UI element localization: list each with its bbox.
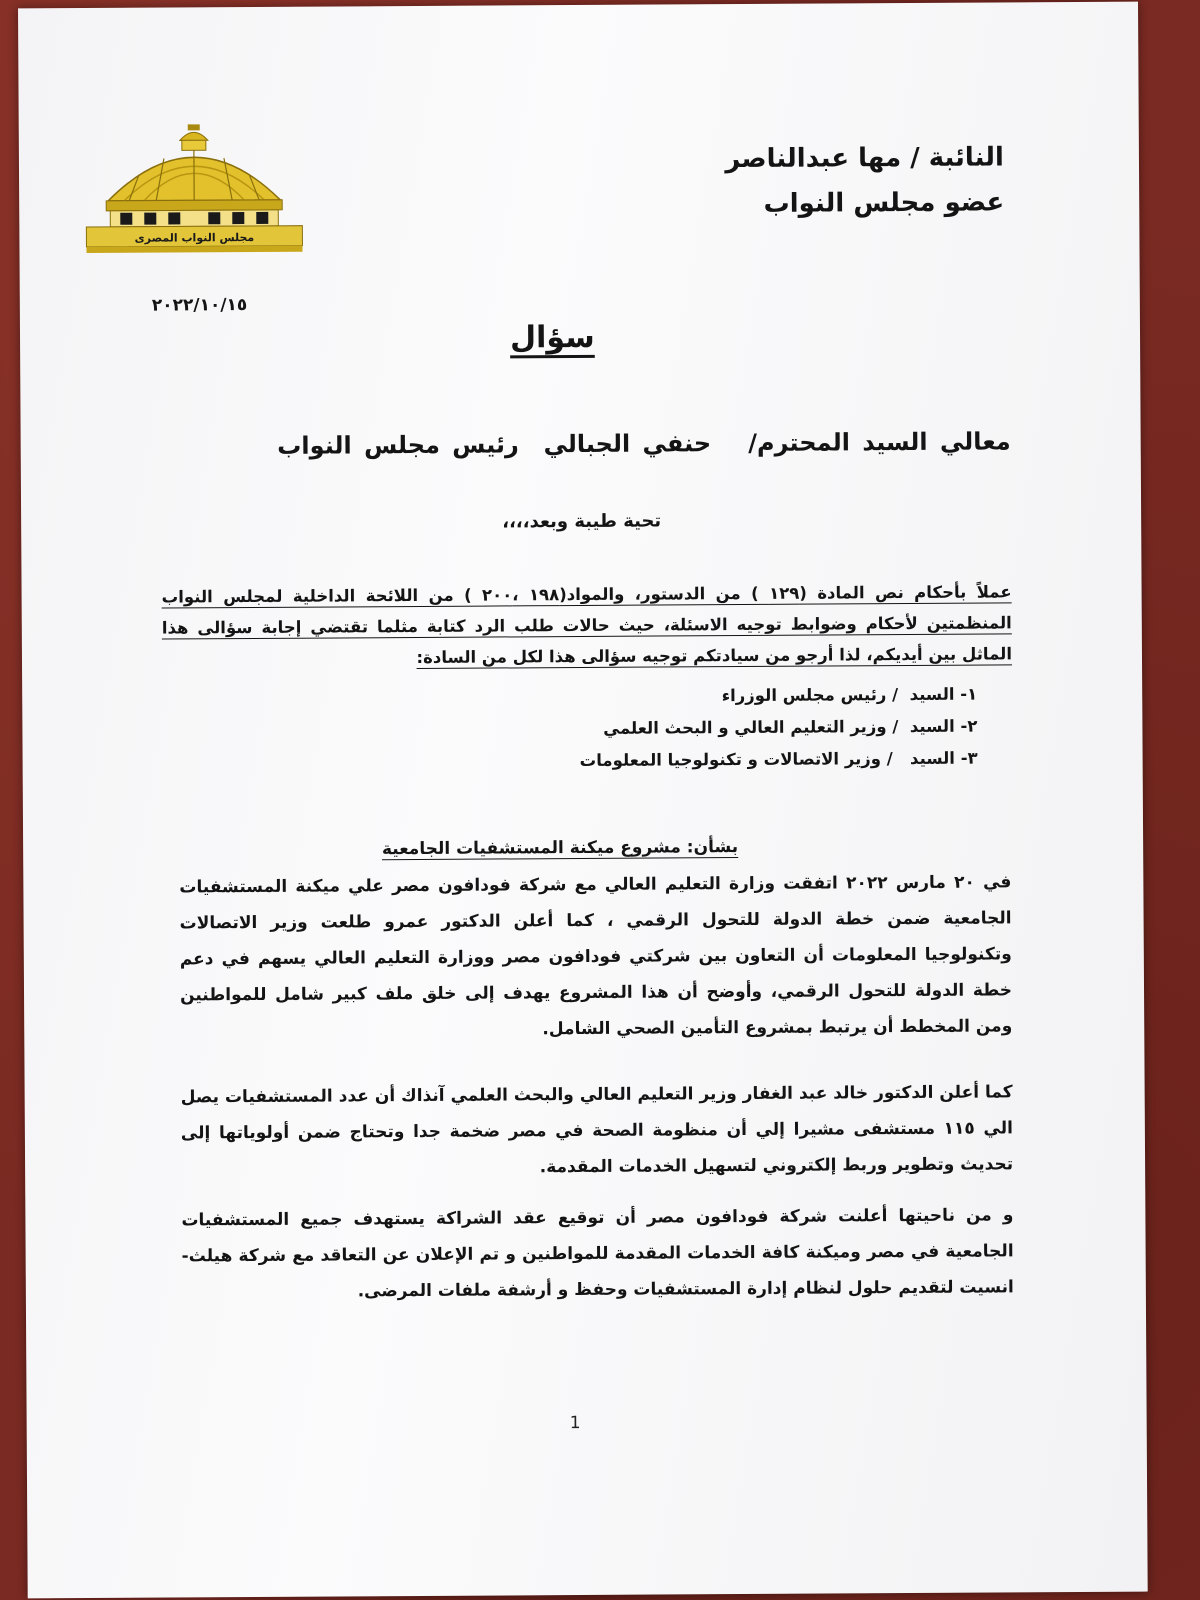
recipients-list [377, 679, 978, 779]
recipient-item: ٣- السيد / وزير الاتصالات و تكنولوجيا المعلومات [579, 748, 978, 771]
document-page [18, 2, 1148, 1599]
parliament-logo [84, 122, 305, 258]
subject-line: بشأن: مشروع ميكنة المستشفيات الجامعية [381, 837, 739, 860]
document-date: ٢٠٢٢/١٠/١٥ [151, 295, 248, 316]
body-paragraph: و من ناحيتها أعلنت شركة فودافون مصر أن توقيع عقد الشراكة يستهدف جميع المستشفيات الجامعية في مصر وميكنة كافة الخدمات المقدمة للمواطنين و تم الإعلان عن التعاقد مع شركة هيلث-انسيت لتقديم حلول لنظام إدارة المستشفيات وحفظ و أرشفة ملفات المرضى. [181, 1205, 1014, 1302]
page-number: 1 [569, 1413, 581, 1434]
document-title: سؤال [509, 319, 595, 356]
mp-name: النائبة / مها عبدالناصر [725, 142, 1005, 175]
recipient-item: ١- السيد / رئيس مجلس الوزراء [721, 684, 978, 706]
recipient-item: ٢- السيد / وزير التعليم العالي و البحث العلمي [603, 716, 978, 738]
logo-caption: مجلس النواب المصرى [134, 230, 255, 245]
greeting-line: تحية طيبة وبعد،،،، [502, 510, 662, 533]
mp-title: عضو مجلس النواب [763, 187, 1005, 219]
addressee-line: معالي السيد المحترم/ حنفي الجبالي رئيس مجلس النواب [277, 427, 1011, 460]
parliament-dome-icon [84, 122, 305, 258]
intro-paragraph: عملاً بأحكام نص المادة (١٢٩ ) من الدستور، والمواد(١٩٨ ،٢٠٠ ) من اللائحة الداخلية لمجلس النواب المنظمتين لأحكام وضوابط توجيه الاسئلة، حيث حالات طلب الرد كتابة مثلما تقتضي إجابة سؤالى هذا الماثل بين أيديكم، لذا أرجو من سيادتكم توجيه سؤالى هذا لكل من السادة: [161, 582, 1013, 667]
body-paragraph: كما أعلن الدكتور خالد عبد الغفار وزير التعليم العالي والبحث العلمي آنذاك أن عدد المستشفيات يصل الي ١١٥ مستشفى مشيرا إلي أن منظومة الصحة في مصر ضخمة جدا وتحتاج ضمن أولوياتها إلى تحديث وتطوير وربط إلكتروني لتسهيل الخدمات المقدمة. [180, 1082, 1014, 1178]
body-paragraph: في ٢٠ مارس ٢٠٢٢ اتفقت وزارة التعليم العالي مع شركة فودافون مصر علي ميكنة المستشفيات الجامعية ضمن خطة الدولة للتحول الرقمي ، كما أعلن الدكتور عمرو طلعت وزير الاتصالات وتكنولوجيا المعلومات أن التعاون بين شركتي فودافون مصر ووزارة التعليم العالي يسهم في دعم خطة الدولة للتحول الرقمي، وأوضح أن هذا المشروع يهدف إلى خلق ملف كبير شامل للمواطنين ومن المخطط أن يرتبط بمشروع التأمين الصحي الشامل. [179, 872, 1013, 1040]
